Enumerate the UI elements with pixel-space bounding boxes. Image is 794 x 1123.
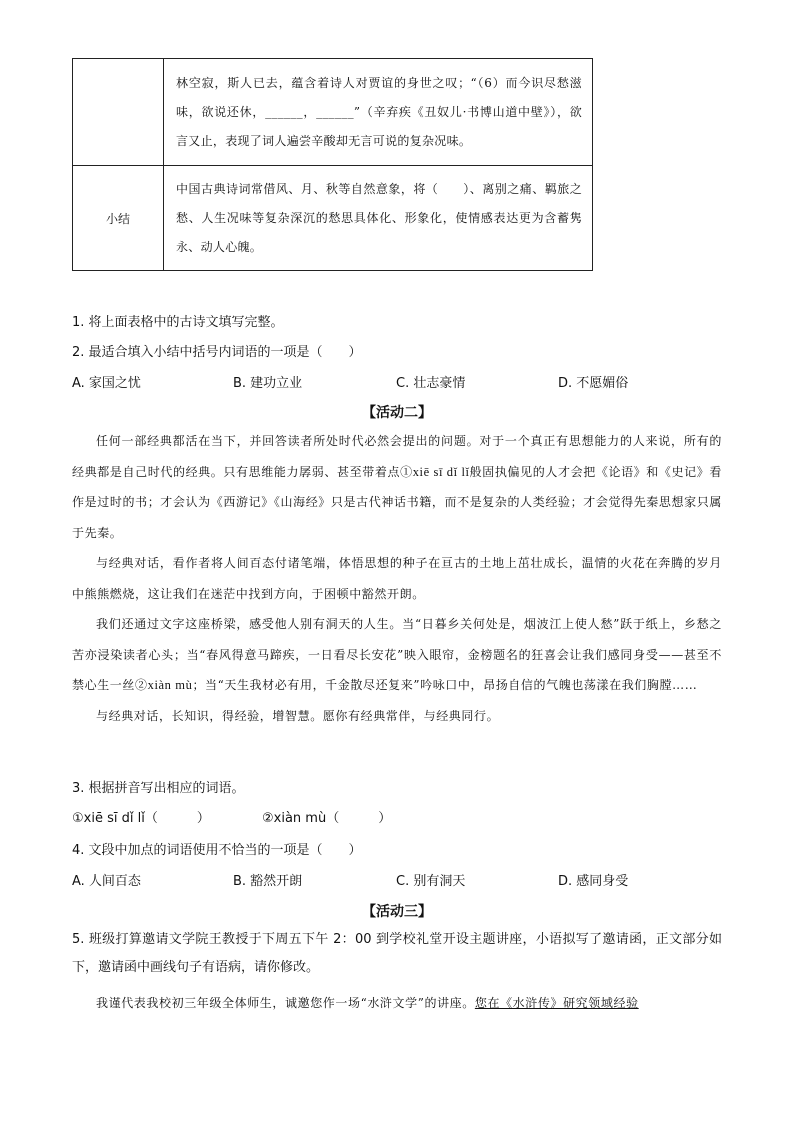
q4-option-c: C. 别有洞天	[396, 874, 466, 889]
question-2: 2. 最适合填入小结中括号内词语的一项是（ ）	[72, 345, 362, 360]
pinyin-2: xiàn mù	[147, 678, 193, 692]
pinyin-1: xiē sī dǐ lǐ	[412, 464, 470, 479]
passage-paragraph-2: 与经典对话，看作者将人间百态付诸笔端，体悟思想的种子在亘古的土地上茁壮成长，温情的火花在奔腾的岁月中熊熊燃烧，这让我们在迷茫中找到方向，于困顿中豁然开朗。	[72, 556, 722, 601]
passage-text: ；当“天生我材必有用，千金散尽还复来”吟咏口中，昂扬自信的气魄也荡漾在我们胸膛……	[192, 678, 698, 692]
activity-3-heading: 【活动三】	[362, 904, 432, 920]
passage-text: 我们还通过文字这座桥梁，感受他人别有洞天的人生。当“日暮乡关何处是，烟波江上使人愁”跃于纸上，乡愁之苦亦浸染读者心头；当“春风得意马蹄疾，一日看尽长安花”映入眼帘，金榜题名的狂喜会让我们感同身受——甚至不禁心生一丝②	[72, 617, 722, 692]
passage-paragraph-1	[72, 426, 722, 548]
table-row	[73, 166, 593, 271]
q2-option-c: C. 壮志豪情	[396, 376, 466, 391]
letter-text: 我谨代表我校初三年级全体师生，诚邀您作一场“水浒文学”的讲座。	[96, 996, 475, 1010]
activity-2-heading: 【活动二】	[362, 405, 432, 421]
underlined-sentence: 您在《水浒传》研究领域经验	[474, 996, 639, 1010]
summary-label: 小结	[73, 166, 164, 271]
passage-text: 般固执偏见的人才会把《论语》和《史记》看作是过时的书；才会认为《西游记》《山海经》只是古代神话书籍，而不是复杂的人类经验；才会觉得先秦思想家只属于先秦。	[72, 464, 722, 540]
invitation-letter	[72, 989, 722, 1017]
table-label-cell	[73, 59, 164, 166]
q4-option-a: A. 人间百态	[72, 874, 141, 889]
passage-text: 任何一部经典都活在当下，并回答读者所处时代必然会提出的问题。对于一个真正有思想能力的人来说，所有的经典都是自己时代的经典。只有思维能力孱弱、甚至带着点①	[72, 434, 722, 479]
reading-passage	[72, 426, 722, 731]
table-row	[73, 59, 593, 166]
q4-option-b: B. 豁然开朗	[233, 874, 303, 889]
question-3: 3. 根据拼音写出相应的词语。	[72, 781, 245, 796]
q3-blank-2: ②xiàn mù（ ）	[262, 811, 392, 826]
poetry-table	[72, 58, 593, 271]
question-5: 5. 班级打算邀请文学院王教授于下周五下午 2：00 到学校礼堂开设主题讲座，小语拟写了邀请函，正文部分如下，邀请函中画线句子有语病，请你修改。	[72, 932, 722, 975]
q2-option-a: A. 家国之忧	[72, 376, 141, 391]
question-4: 4. 文段中加点的词语使用不恰当的一项是（ ）	[72, 843, 362, 858]
question-1: 1. 将上面表格中的古诗文填写完整。	[72, 315, 284, 330]
passage-paragraph-3	[72, 609, 722, 701]
q2-option-d: D. 不愿媚俗	[558, 376, 629, 391]
q2-option-b: B. 建功立业	[233, 376, 303, 391]
passage-paragraph-4: 与经典对话，长知识，得经验，增智慧。愿你有经典常伴，与经典同行。	[96, 708, 500, 723]
q4-option-d: D. 感同身受	[558, 874, 629, 889]
q3-blank-1: ①xiē sī dǐ lǐ（ ）	[72, 811, 210, 826]
table-content-cell: 林空寂，斯人已去，蕴含着诗人对贾谊的身世之叹；“（6）而今识尽愁滋味，欲说还休，______，______”（辛弃疾《丑奴儿·书博山道中壁》），欲言又止，表现了词人遍尝辛酸却无言可说的复杂况味。	[164, 59, 593, 166]
summary-content: 中国古典诗词常借风、月、秋等自然意象，将（ ）、离别之痛、羁旅之愁、人生况味等复杂深沉的愁思具体化、形象化，使情感表达更为含蓄隽永、动人心魄。	[164, 166, 593, 271]
